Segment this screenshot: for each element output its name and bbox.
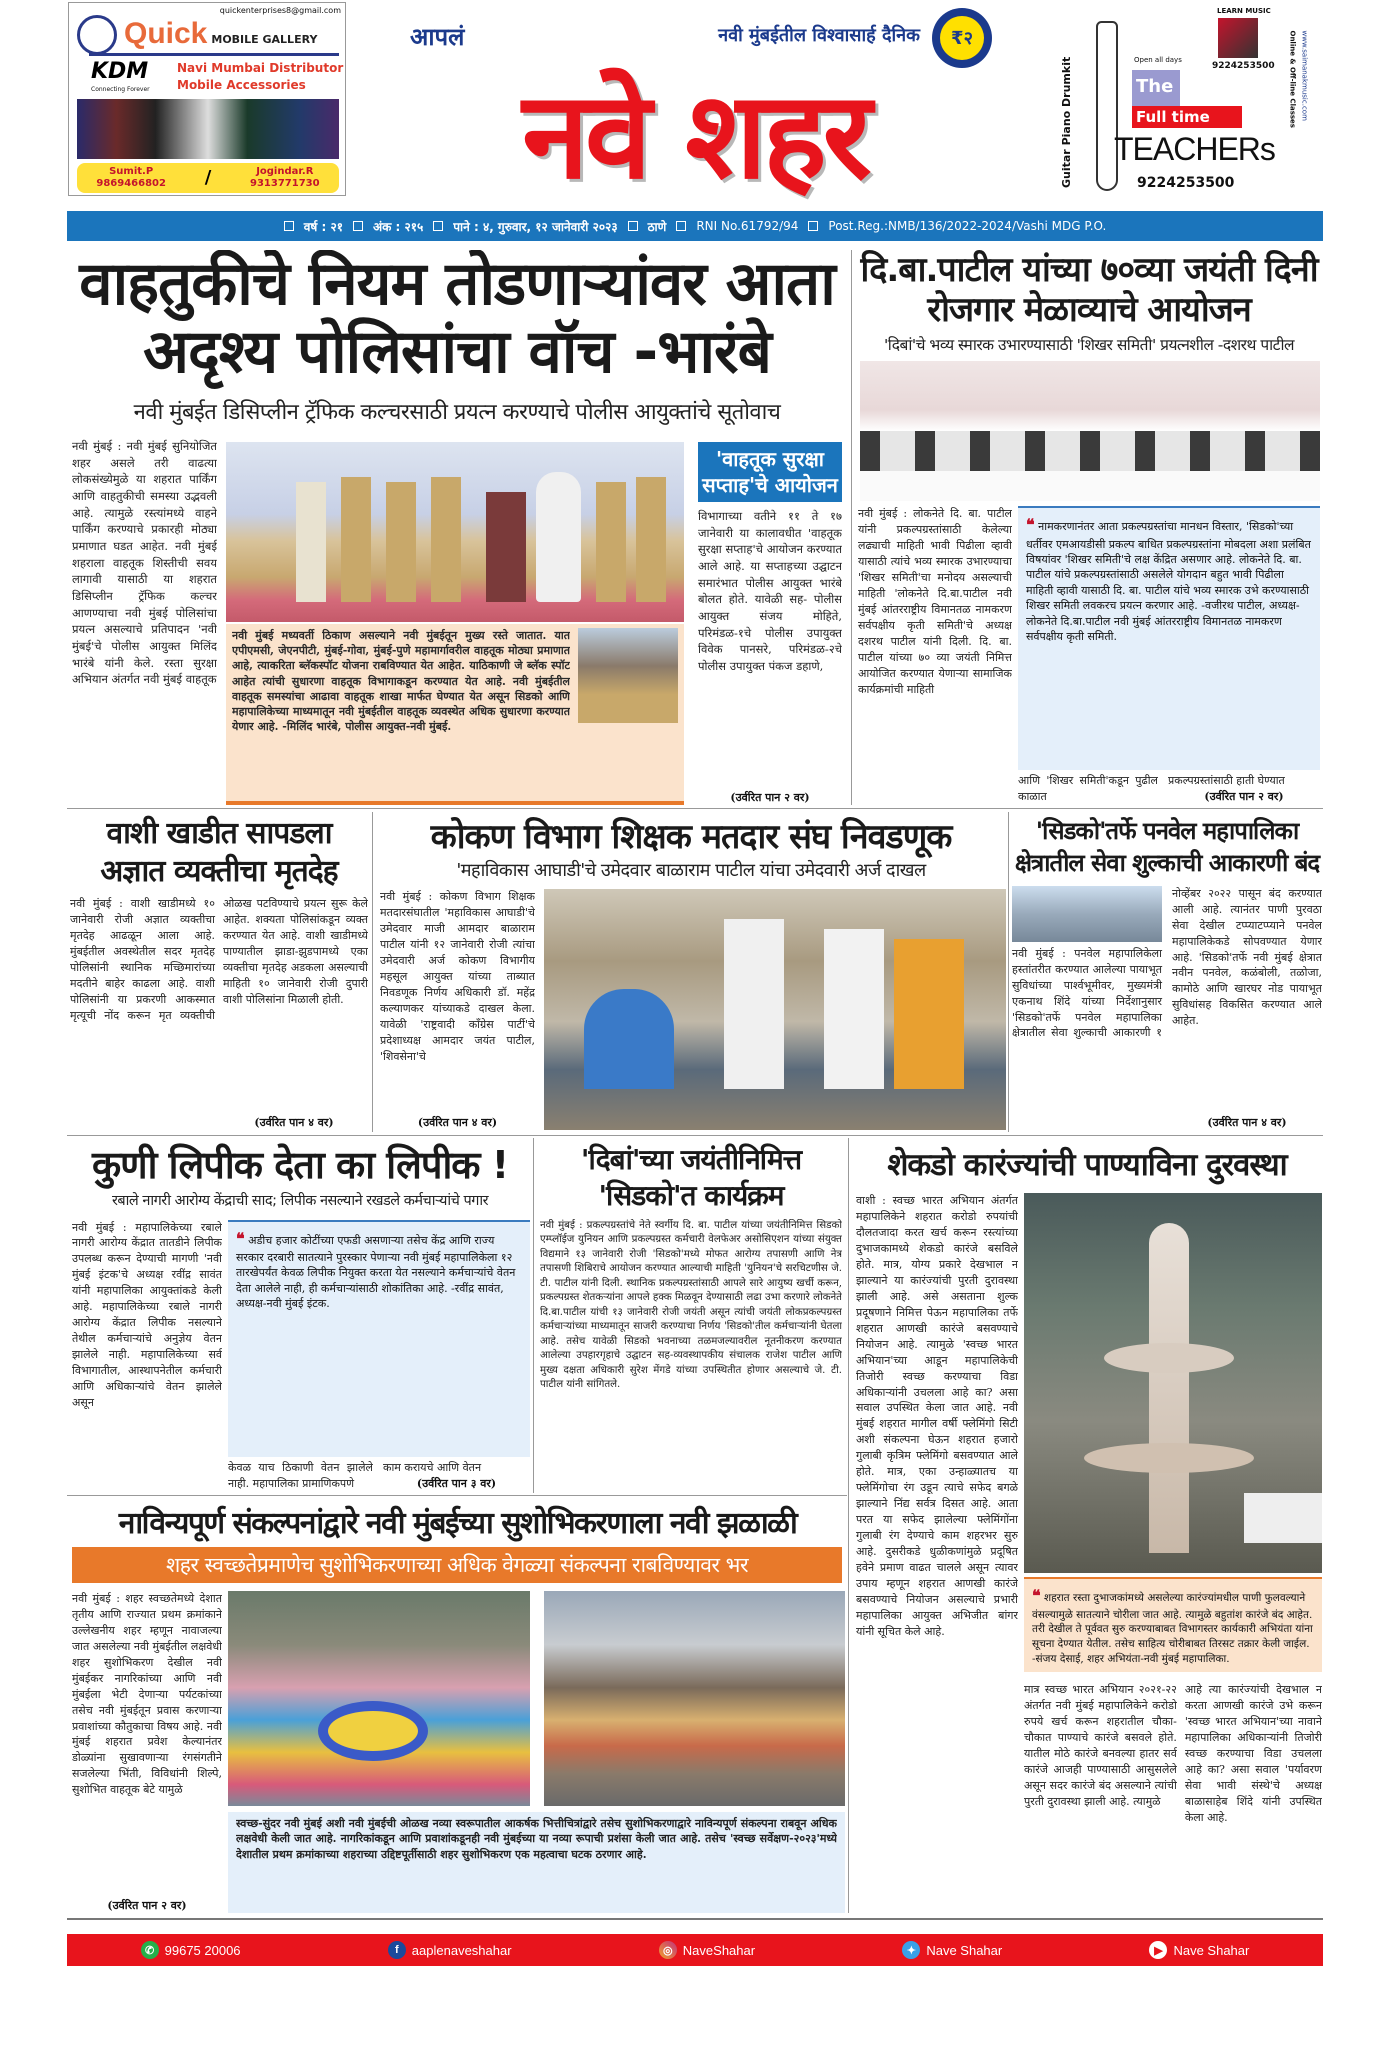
dibapatil-photo-press-conference — [860, 361, 1320, 501]
checkbox-icon — [808, 221, 818, 231]
phone-logo-icon — [77, 15, 117, 55]
karanje-headline[interactable]: शेकडो कारंज्यांची पाण्याविना दुरवस्था — [887, 1147, 1287, 1183]
lead-caption: नवी मुंबई मध्यवर्ती ठिकाण असल्याने नवी मुंबईतून मुख्य रस्ते जातात. यात एपीएमसी, जेएनपीटी, मुंबई-गोवा, मुंबई-पुणे महामार्गावरील वाहतूक मोठ्या प्रमाणात आहे, त्याकरिता ब्लॅकस्पॉट योजना राबविण्यात येत आहेत. याठिकाणी जे ब्लॅक स्पॉट आहेत त्यांची सुधारणा वाहतूक विभागाकडून करण्यात येत आहे. नवी मुंबईतील वाहतूक समस्यांचा आढावा वाहतूक शाखा मार्फत घेण्यात येत असून सिडको आणि महापालिकेच्या माध्यमातून नवी मुंबईतील वाहतूक व्यवस्थेत अधिक सुधारणा करण्यात येणार आहे. -मिलिंद भारंबे, पोलीस आयुक्त-नवी मुंबई. — [232, 629, 570, 734]
price: ₹२ — [940, 16, 984, 60]
traffic-week-column — [698, 442, 842, 805]
dibapatil-quote-text: नामकरणानंतर आता प्रकल्पग्रस्तांचा मानधन विस्तार, 'सिडको'च्या धर्तीवर एमआयडीसी प्रकल्प बाधित प्रकल्पग्रस्तांना मोबदला अशा प्रलंबित विषयांवर 'शिखर समिती'चे लक्ष केंद्रित असणार आहे. लोकनेते दि. बा. पाटील यांचे प्रकल्पग्रस्तांसाठी असलेले योगदान बहुत भावी पिढीला माहिती व्हावी यासाठी दि. बा. पाटील यांचे भव्य स्मारक उभे करण्यासाठी शिखर समिती लवकरच प्रयत्न करणार आहे. -वजीरथ पाटील, अध्यक्ष-लोकनेते दि.बा.पाटील नवी मुंबई आंतरराष्ट्रीय विमानतळ नामकरण सर्वपक्षीय कृती समिती. — [1026, 520, 1311, 643]
cidco-panvel-headline[interactable]: 'सिडको'तर्फे पनवेल महापालिका क्षेत्रातील सेवा शुल्काची आकारणी बंद — [1014, 817, 1320, 878]
karanje-tail2: आहे त्या कारंज्यांची देखभाल न करता आणखी कारंजे उभे करून 'स्वच्छ भारत अभियान'च्या नावाने महापालिका अधिकाऱ्यांनी तिजोरी स्वच्छ करण्याचा विडा उचलला आहे का? असा सवाल 'पर्यावरण सेवा भावी संस्थे'चे अध्यक्ष बाळासाहेब शिंदे यांनी उपस्थित केला आहे. — [1184, 1683, 1322, 1824]
konkan-photo-nomination — [544, 889, 1006, 1130]
lead-photo-police-event — [226, 442, 684, 622]
ad-music-teachers[interactable] — [1052, 6, 1324, 196]
checkbox-icon — [676, 221, 686, 231]
ad-contacts: Sumit.P 9869466802 / Jogindar.R 9313771730 — [77, 163, 339, 193]
footer-facebook-label: aaplenaveshahar — [411, 1942, 512, 1958]
beautify-body: नवी मुंबई : शहर स्वच्छतेमध्ये देशात तृतीय आणि राज्यात प्रथम क्रमांकाने उल्लेखनीय शहर म्हणून नावाजल्या जात असलेल्या नवी मुंबईतील लक्षवेधी शहर सुशोभिकरण देखील नवी मुंबईकर नागरिकांच्या आणि नवी मुंबईला भेटी देणाऱ्या पर्यटकांच्या तसेच नवी मुंबईतून प्रवास करणाऱ्या प्रवाशांच्या कौतुकाचा विषय आहे. नवी मुंबई शहरात प्रवेश केल्यानंतर डोळ्यांना सुखावणाऱ्या रंगसंगतीने सजलेल्या भिंती, विविधांनी शिल्पे, सुशोभित वाहतूक बेटे यामुळे — [72, 1592, 222, 1797]
masthead-logo[interactable] — [400, 0, 1000, 205]
instagram-icon: ◎ — [659, 1941, 677, 1959]
lipik-subhead: रबाले नागरी आरोग्य केंद्राची साद; लिपीक नसल्याने रखडले कर्मचाऱ्यांचे पगार — [111, 1192, 489, 1209]
konkan-subhead: 'महाविकास आघाडी'चे उमेदवार बाळाराम पाटील यांचा उमेदवारी अर्ज दाखल — [456, 860, 926, 882]
konkan-continued[interactable]: (उर्वरित पान ४ वर) — [417, 1116, 498, 1129]
lead-continued[interactable]: (उर्वरित पान २ वर) — [730, 791, 810, 804]
beautify-story — [70, 1503, 845, 1913]
info-rni: RNI No.61792/94 — [696, 219, 799, 233]
cidco-panvel-column-area — [1012, 886, 1322, 1115]
footer-facebook[interactable] — [388, 1941, 512, 1959]
checkbox-icon — [433, 221, 443, 231]
lipik-quote-text: अडीच हजार कोटींच्या एफडी असणाऱ्या तसेच केंद्र आणि राज्य सरकार दरबारी सातत्याने पुरस्कार पेणाऱ्या नवी मुंबई महापालिकेला १२ तारखेपर्यंत केवळ लिपीक नियुक्त करता येत नसल्याने कर्मचाऱ्यांचे वेतन देता आलेले नाही, ही कर्मचाऱ्यांसाठी शोकांतिका आहे. -रवींद्र सावंत, अध्यक्ष-नवी मुंबई इंटक. — [236, 1233, 516, 1311]
twitter-icon: ✦ — [902, 1941, 920, 1959]
lipik-story — [70, 1142, 530, 1492]
contact1-phone: 9869466802 — [96, 178, 166, 189]
ad-email: quickenterprises8@gmail.com — [219, 6, 341, 15]
karanje-quote — [1024, 1577, 1322, 1672]
checkbox-icon — [353, 221, 363, 231]
youtube-icon: ▶ — [1149, 1941, 1167, 1959]
beautify-caption-box — [228, 1812, 845, 1913]
whatsapp-icon: ✆ — [141, 1941, 159, 1959]
beautify-subhead-bar — [72, 1547, 842, 1583]
footer-twitter[interactable] — [902, 1941, 1002, 1959]
social-footer — [67, 1934, 1323, 1966]
quote-icon: ❝ — [236, 1228, 245, 1248]
cidco-panvel-body: नवी मुंबई : पनवेल महापालिकेला हस्तांतरीत करण्यात आलेल्या पायाभूत सुविधांच्या पार्श्वभूमीवर, मुख्यमंत्री एकनाथ शिंदे यांच्या निर्देशानुसार 'सिडको'तर्फे पनवेल महापालिका क्षेत्रातील सेवा शुल्काची आकारणी १ नोव्हेंबर २०२२ पासून बंद करण्यात आली आहे. त्यानंतर पाणी पुरवठा सेवा देखील टप्प्याटप्प्याने पनवेल महापालिकेकडे सोपवण्यात येणार आहे. 'सिडको'तर्फे नवी मुंबई क्षेत्रात नवीन पनवेल, कळंबोली, तळोजा, कामोठे आणि खारघर नोड पायाभूत सुविधांसह विकसित करण्यात आले आहेत. — [1012, 886, 1322, 1040]
vashi-continued[interactable]: (उर्वरित पान ४ वर) — [254, 1116, 334, 1129]
masthead-title: नवे शहर — [522, 67, 868, 206]
info-city: ठाणे — [647, 219, 667, 234]
facebook-icon: f — [388, 1941, 406, 1959]
lipik-quote — [228, 1220, 530, 1458]
ad-fulltime: Full time — [1132, 106, 1242, 128]
lead-story — [67, 250, 847, 805]
diba-cidco-story — [540, 1142, 842, 1492]
masthead-prefix: आपलं — [410, 23, 465, 51]
cidco-panvel-continued[interactable]: (उर्वरित पान ४ वर) — [1207, 1116, 1287, 1129]
dibapatil-quote — [1018, 506, 1320, 770]
checkbox-icon — [284, 221, 294, 231]
karanje-body: वाशी : स्वच्छ भारत अभियान अंतर्गत महापालिकेने शहरात करोडो रुपयांची दौलतजादा करत खर्च करून रस्त्यांच्या दुभाजकामध्ये शेकडो कारंजे बसविले होते. मात्र, योग्य प्रकारे देखभाल न झाल्याने या कारंज्यांची पुरती दुरावस्था झाली आहे. असे असताना शुल्क प्रदूषणाने निमित्त पेऊन महापालिका तर्फे शहरात आणखी कारंजे बसवण्याचे नियोजन आहे. त्यामुळे 'स्वच्छ भारत अभियान'च्या आडून महापालिकेची तिजोरी स्वच्छ करण्याचा विडा अधिकाऱ्यांनी उचलला आहे का? असा सवाल उपस्थित केला जात आहे. नवी मुंबई शहरात मागील वर्षी फ्लेमिंगो सिटी अशी संकल्पना घेऊन शहरात हजारो गुलाबी कृत्रिम फ्लेमिंगो बसवण्यात आले होते. मात्र, एका उन्हाळ्यातच या फ्लेमिंगोचा रंग उडून त्याचे सफेद बगळे झाल्याने निंद्य सर्वत्र दिसत आहे. आता परत या सफेद झालेल्या फ्लेमिंगोंना गुलाबी रंग देण्याचे काम शहरभर सुरु आहे. दुसरीकडे धुळीकणांमुळे प्रदूषित हवेने प्रमाण वाढत चालले असून त्यावर उपाय म्हणून शहरात आणखी कारंजे बसवण्याचे नियोजन असल्याचे प्रभारी महापालिका आयुक्त अभिजीत बांगर यांनी सूचित केले आहे. — [856, 1194, 1018, 1638]
dibapatil-story — [858, 250, 1320, 805]
footer-youtube-label: Nave Shahar — [1173, 1942, 1250, 1958]
traffic-week-body: विभागाच्या वतीने ११ ते १७ जानेवारी या कालावधीत 'वाहतूक सुरक्षा सप्ताह'चे आयोजन करण्यात आले आहे. या सप्ताहच्या उद्घाटन समारंभात पोलीस आयुक्त भारंबे बोलत होते. यावेळी सह- पोलीस आयुक्त संजय मोहिते, परिमंडळ-१चे पोलीस उपायुक्त विवेक पानसरे, परिमंडळ-२चे पोलीस उपायुक्त पंकज डहाणे, — [698, 509, 842, 674]
beautify-caption: स्वच्छ-सुंदर नवी मुंबई अशी नवी मुंबईची ओळख नव्या स्वरूपातील आकर्षक भित्तीचित्रांद्वारे तसेच सुशोभिकरणाद्वारे नाविन्यपूर्ण संकल्पना राबवून अधिक लक्षवेधी केली जात आहे. नागरिकांकडून आणि प्रवाशांकडूनही नवी मुंबईच्या या नव्या रूपाची प्रशंसा केली जात आहे. तसेच 'स्वच्छ सर्वेक्षण-२०२३'मध्ये देशातील प्रथम क्रमांकाच्या शहराच्या उद्दिष्टपूर्तीसाठी शहर सुशोभिकरण एक महत्वाचा घटक ठरणार आहे. — [236, 1817, 837, 1861]
footer-whatsapp-label: 99675 20006 — [164, 1942, 241, 1958]
konkan-body: नवी मुंबई : कोकण विभाग शिक्षक मतदारसंघातील 'महाविकास आघाडी'चे उमेदवार माजी आमदार बाळाराम पाटील यांनी १२ जानेवारी रोजी त्यांचा उमेदवारी अर्ज कोकण विभागीय महसूल आयुक्त यांच्या ताब्यात निवडणूक निर्णय अधिकारी डॉ. महेंद्र कल्याणकर यांच्याकडे दाखल केला. यावेळी 'राष्ट्रवादी काँग्रेस पार्टी'चे प्रदेशाध्यक्ष आमदार जयंत पाटील, 'शिवसेना'चे — [380, 890, 535, 1063]
masthead-tagline: नवी मुंबईतील विश्वासार्ह दैनिक — [718, 25, 920, 46]
ad-phone: 9224253500 — [1137, 175, 1235, 191]
lipik-body: नवी मुंबई : महापालिकेच्या रबाले नागरी आरोग्य केंद्रात तातडीने लिपीक उपलब्ध करून देण्याची मागणी 'नवी मुंबई इंटक'चे अध्यक्ष रवींद्र सावंत यांनी महापालिका आयुक्तांकडे केली आहे. महापालिकेच्या रबाले नागरी आरोग्य केंद्रात लिपीक नसल्याने तेथील कर्मचाऱ्यांचे अनुज्ञेय वेतन झालेले नाही. महापालिकेच्या सर्व विभागातील, आस्थापनेतील कर्मचारी आणि अधिकाऱ्यांचे वेतन झालेले असून — [72, 1220, 222, 1409]
ad-quick-mobile[interactable] — [68, 2, 346, 196]
ad-site: www.saimanakmusic.com — [1300, 30, 1309, 121]
traffic-week-box — [698, 442, 842, 502]
ad-line1: Navi Mumbai Distributor — [177, 61, 344, 75]
lipik-continued[interactable]: (उर्वरित पान ३ वर) — [416, 1477, 497, 1491]
lipik-tail2: काम करायचे आणि वेतन — [383, 1461, 482, 1475]
contact2-name: Jogindar.R — [256, 166, 314, 177]
contact2-phone: 9313771730 — [250, 178, 320, 189]
lead-body: नवी मुंबई : नवी मुंबई सुनियोजित शहर असले तरी वाढत्या लोकसंख्येमुळे या शहरात पार्किंग आणि वाहतुकीची समस्या उद्भवली आहे. त्यामुळे रस्त्यांमध्ये वाहने पार्किंग करण्याचे प्रकारही मोठ्या प्रमाणात घडत आहेत. नवी मुंबई शहराला वाहतूक शिस्तीची सवय लागावी यासाठी या शहरात डिसिप्लीन ट्रॅफिक कल्चर आणण्याचा नवी मुंबई पोलिसांचा प्रयत्न असल्याचे प्रतिपादन 'नवी मुंबई'चे पोलीस आयुक्त मिलिंद भारंबे यांनी केले. रस्ता सुरक्षा अभियान अंतर्गत नवी मुंबई वाहतूक — [72, 439, 217, 687]
karanje-story — [852, 1145, 1322, 1913]
dibapatil-tail2: प्रकल्पग्रस्तांसाठी हाती घेण्यात — [1168, 774, 1285, 788]
ad-online: Online & Off-line Classes — [1288, 30, 1297, 128]
vashi-headline[interactable]: वाशी खाडीत सापडला अज्ञात व्यक्तीचा मृतदेह — [100, 816, 338, 889]
info-issue: अंक : २१५ — [372, 219, 424, 234]
ad-open: Open all days — [1134, 56, 1182, 64]
footer-whatsapp[interactable] — [141, 1941, 241, 1959]
dibapatil-subhead: 'दिबां'चे भव्य स्मारक उभारण्यासाठी 'शिखर समिती' प्रयत्नशील -दशरथ पाटील — [884, 336, 1294, 355]
cidco-panvel-story — [1012, 815, 1322, 1130]
beautify-headline[interactable]: नाविन्यपूर्ण संकल्पनांद्वारे नवी मुंबईच्या सुशोभिकरणाला नवी झळाळी — [118, 1506, 797, 1541]
ad-kdm-tag: Connecting Forever — [91, 86, 150, 93]
lipik-headline[interactable]: कुणी लिपीक देता का लिपीक ! — [91, 1143, 509, 1187]
ad-product-images — [77, 99, 339, 159]
quote-icon: ❝ — [1032, 1586, 1041, 1606]
quote-icon: ❝ — [1026, 515, 1035, 535]
vashi-story — [70, 815, 368, 1130]
ad-the: The — [1132, 70, 1180, 106]
checkbox-icon — [628, 221, 638, 231]
contact1-name: Sumit.P — [109, 166, 154, 177]
info-postreg: Post.Reg.:NMB/136/2022-2024/Vashi MDG P.O. — [828, 219, 1107, 233]
karanje-quote-text: शहरात रस्ता दुभाजकांमध्ये असलेल्या कारंज्यांमधील पाणी फुलवल्याने वंसल्यामुळे सातत्याने चोरीला जात आहे. त्यामुळे बहुतांश कारंजे बंद आहेत. तरी देखील ते पूर्ववत सुरु करण्याबाबत विभागस्तर कार्यकारी अभियंता यांना सूचना देण्यात येतील. तसेच साहित्य चोरीबाबत तिरसट तक्रार केली जाईल. -संजय देसाई, शहर अभियंता-नवी मुंबई महापालिका. — [1032, 1592, 1313, 1665]
traffic-week-title: 'वाहतूक सुरक्षा सप्ताह'चे आयोजन — [702, 447, 838, 497]
lead-headline-1[interactable]: वाहतुकीचे नियम तोडणाऱ्यांवर आता — [79, 250, 835, 319]
commissioner-photo — [578, 628, 678, 723]
lead-subhead: नवी मुंबईत डिसिप्लीन ट्रॅफिक कल्चरसाठी प्रयत्न करण्याचे पोलीस आयुक्तांचे सूतोवाच — [133, 400, 781, 425]
dibapatil-tail1: आणि 'शिखर समिती'कडून पुढील काळात — [1018, 774, 1158, 804]
beautify-continued[interactable]: (उर्वरित पान २ वर) — [107, 1899, 187, 1912]
dibapatil-body: नवी मुंबई : लोकनेते दि. बा. पाटील यांनी प्रकल्पग्रस्तांसाठी केलेल्या लढ्याची माहिती भावी पिढीला व्हावी यासाठी त्यांचे भव्य स्मारक उभारण्याचा 'शिखर समिती'चा मनोदय असल्याची माहिती 'लोकनेते दि.बा.पाटील नवी मुंबई आंतरराष्ट्रीय विमानतळ नामकरण सर्वपक्षीय कृती समिती'चे अध्यक्ष दशरथ पाटील यांनी दिली. दि. बा. पाटील यांच्या ७० व्या जयंती निमित्त आयोजित करण्यात येणाऱ्या सामाजिक कार्यक्रमांची माहिती — [858, 507, 1012, 696]
footer-youtube[interactable] — [1149, 1941, 1249, 1959]
lead-caption-box — [226, 624, 684, 805]
cidco-building-photo — [1012, 886, 1162, 942]
konkan-story — [376, 815, 1006, 1130]
beautify-mural-underpass-photo — [544, 1591, 846, 1806]
footer-instagram-label: NaveShahar — [682, 1942, 756, 1958]
lipik-tail1: केवळ याच ठिकाणी वेतन झालेले नाही. महापालिका प्रामाणिकपणे — [228, 1461, 373, 1491]
dibapatil-headline[interactable]: दि.बा.पाटील यांच्या ७०व्या जयंती दिनी रोजगार मेळाव्याचे आयोजन — [860, 250, 1318, 331]
vashi-body: नवी मुंबई : वाशी खाडीमध्ये १० जानेवारी रोजी अज्ञात व्यक्तीचा मृतदेह आढळून आला आहे. मुंबईतील अवस्थेतील सदर मृतदेह पोलिसांनी स्थानिक मच्छिमारांच्या मदतीने बाहेर काढला आहे. वाशी पोलिसांनी या प्रकरणी आकस्मात मृत्यूची नोंद करून मृत व्यक्तीची ओळख पटविण्याचे प्रयत्न सुरू केले आहेत. शक्यता पोलिसांकडून व्यक्त करण्यात येत आहे. वाशी खाडीमध्ये पाण्यातील झाडा-झुडपामध्ये एका व्यक्तीचा मृतदेह अडकला असल्याची माहिती १० जानेवारी रोजी दुपारी वाशी पोलिसांना मिळाली होती. — [70, 897, 368, 1022]
ad-phone-top: 9224253500 — [1212, 61, 1275, 71]
diba-cidco-headline[interactable]: 'दिबां'च्या जयंतीनिमित्त 'सिडको'त कार्यक्रम — [580, 1143, 802, 1213]
ad-learn: LEARN MUSIC — [1217, 7, 1271, 15]
ad-instruments: Guitar Piano Drumkit — [1060, 56, 1073, 188]
issue-info-bar — [67, 211, 1323, 241]
ad-brand: Quick — [124, 17, 208, 50]
footer-instagram[interactable] — [659, 1941, 755, 1959]
ad-line2: Mobile Accessories — [177, 78, 306, 92]
dibapatil-continued[interactable]: (उर्वरित पान २ वर) — [1204, 790, 1284, 804]
beautify-subhead: शहर स्वच्छतेप्रमाणेच सुशोभिकरणाच्या अधिक वेगळ्या संकल्पना राबविण्यावर भर — [165, 1553, 749, 1577]
konkan-headline[interactable]: कोकण विभाग शिक्षक मतदार संघ निवडणूक — [430, 817, 952, 857]
ad-kdm: KDM — [91, 59, 149, 84]
ad-teachers: TEACHERs — [1114, 131, 1275, 167]
info-year: वर्ष : २१ — [303, 219, 343, 234]
music-logo — [1218, 18, 1258, 58]
karanje-fountain-photo — [1024, 1193, 1322, 1573]
footer-twitter-label: Nave Shahar — [926, 1942, 1003, 1958]
karanje-tail1: मात्र स्वच्छ भारत अभियान २०२१-२२ अंतर्गत नवी मुंबई महापालिकेने करोडो रुपये खर्च करून शहरातील चौका-चौकात पाण्याचे कारंजे बसवले होते. यातील मोठे कारंजे बनवल्या हातर सर्व कारंजे आजही पाण्यासाठी आसुसलेले असून सदर कारंजे बंद असल्याने त्यांची पुरती दुरावस्था झाली आहे. त्यामुळे — [1024, 1683, 1177, 1808]
lead-headline-2[interactable]: अदृश्य पोलिसांचा वॉच -भारंबे — [143, 317, 771, 387]
info-date: पाने : ४, गुरुवार, १२ जानेवारी २०२३ — [453, 219, 618, 234]
diba-cidco-body: नवी मुंबई : प्रकल्पग्रस्तांचे नेते स्वर्गीय दि. बा. पाटील यांच्या जयंतीनिमित्त सिडको एम्प्लॉईज युनियन आणि प्रकल्पग्रस्त कर्मचारी वेलफेअर असोसिएशन यांच्या संयुक्त विद्यमाने १३ जानेवारी रोजी 'सिडको'मध्ये मोफत आरोग्य तपासणी आणि नेत्र तपासणी शिबिराचे आयोजन करण्यात आल्याची माहिती 'युनियन'चे सरचिटणीस जे. टी. पाटील यांनी दिली. स्थानिक प्रकल्पग्रस्तांसाठी आपले सारे आयुष्य खर्ची करून, प्रकल्पग्रस्त शेतकऱ्यांना आपले हक्क मिळवून देण्यासाठी लढा उभा करणारे लोकनेते दि.बा.पाटील यांची १३ जानेवारी रोजी जयंती असून त्यांची जयंती लोकप्रकल्पग्रस्त कर्मचाऱ्यांच्या माध्यमातून साजरी करण्याचा निर्णय 'सिडको'तील कर्मचाऱ्यांनी घेतला आहे. तसेच यावेळी सिडको भवनाच्या तळमजल्यावरील नूतनीकरण करण्यात आलेल्या उपहारगृहाचे उद्घाटन सह-व्यवस्थापकीय संचालक राजेश पाटील आणि मुख्य दक्षता अधिकारी सुरेश मेंगडे यांच्या उपस्थितीत होणार असल्याचे जे. टी. पाटील यांनी सांगितले. — [540, 1219, 842, 1391]
beautify-painted-road-photo — [228, 1591, 530, 1806]
price-badge — [932, 8, 992, 68]
ad-brand-suffix: MOBILE GALLERY — [211, 33, 318, 46]
